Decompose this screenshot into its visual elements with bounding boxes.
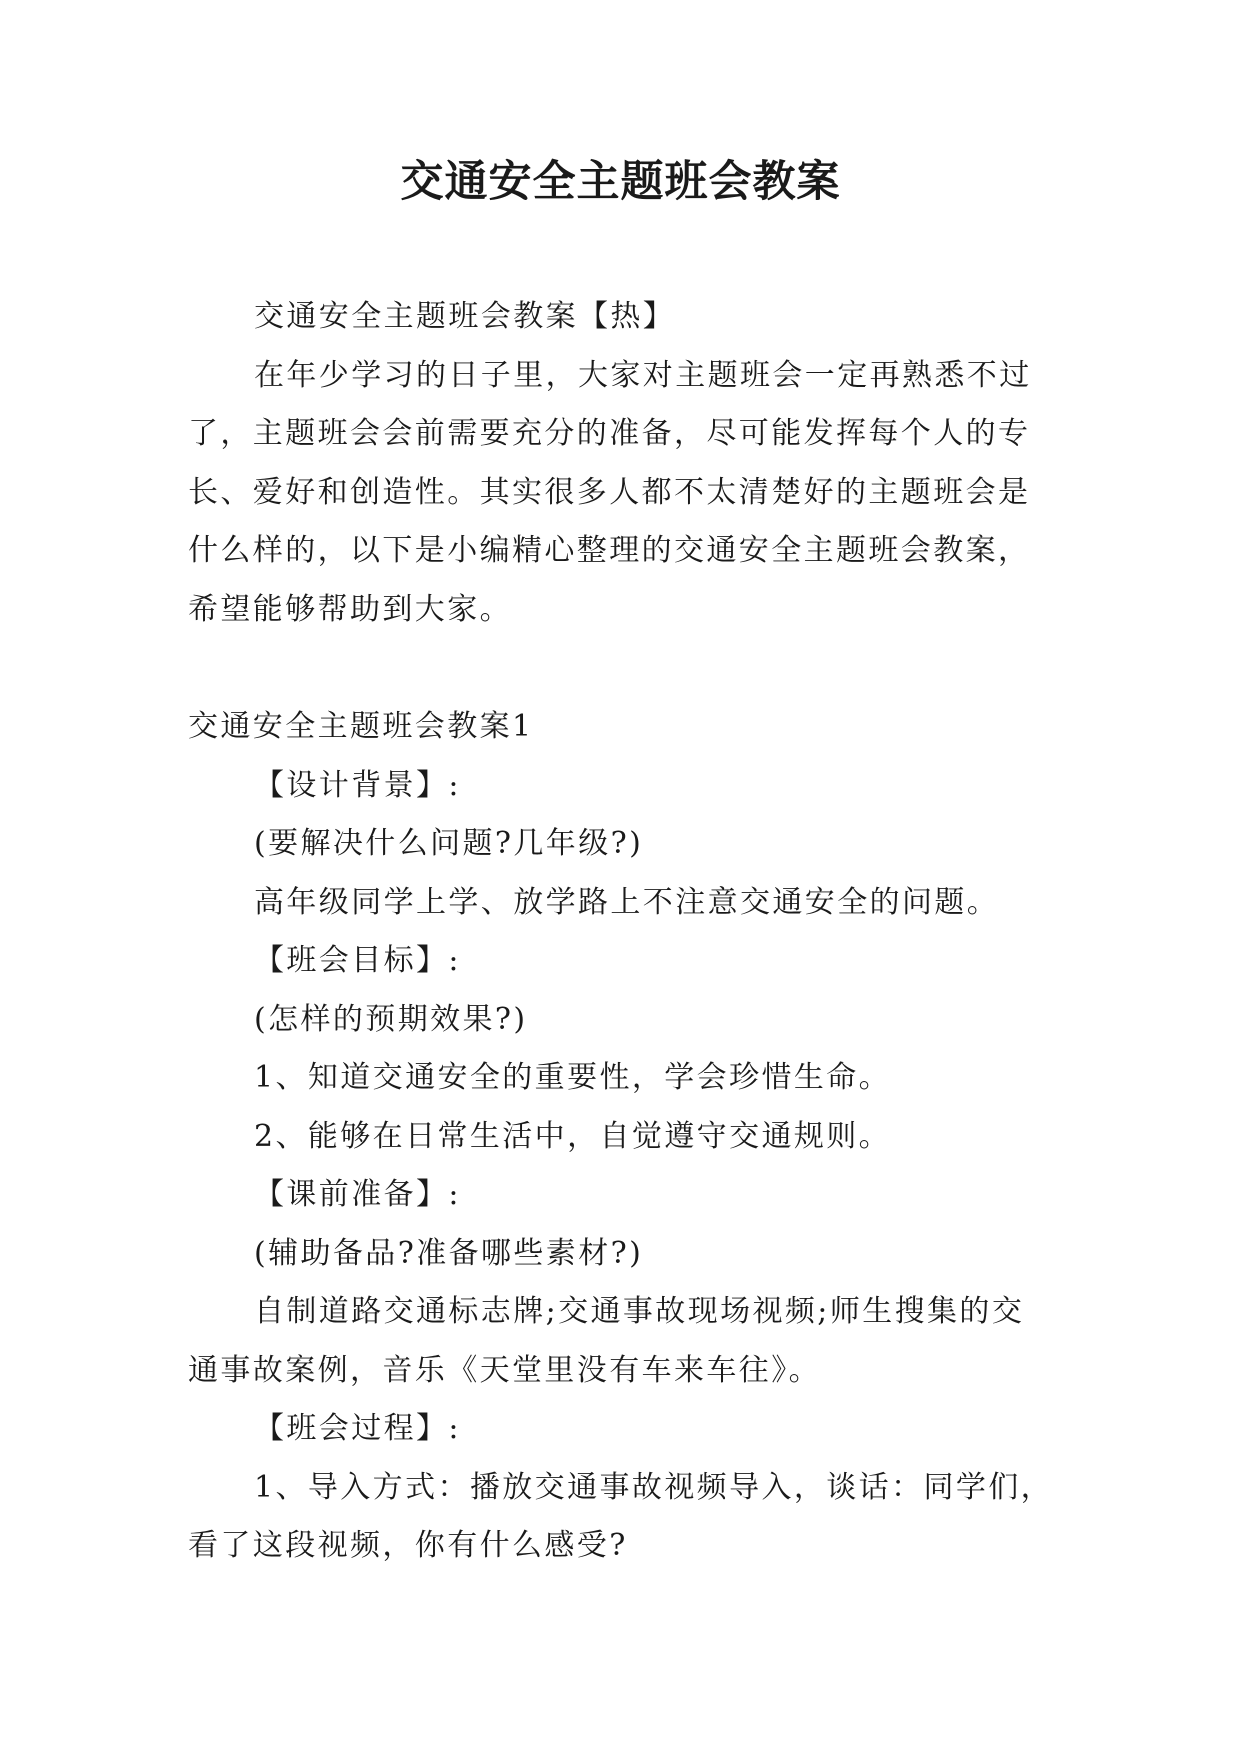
preparation-question: (辅助备品?准备哪些素材?): [254, 1235, 644, 1271]
design-background-question: (要解决什么问题?几年级?): [254, 826, 644, 861]
design-background-text: 高年级同学上学、放学路上不注意交通安全的问题。: [254, 884, 1000, 920]
document-title: 交通安全主题班会教案: [400, 157, 841, 207]
preparation-text: 自制道路交通标志牌;交通事故现场视频;师生搜集的交通事故案例，音乐《天堂里没有车来车往》。: [188, 1294, 1025, 1388]
design-background-heading: 【设计背景】:: [254, 767, 461, 803]
document-body: [188, 288, 1054, 1576]
intro-paragraph: 在年少学习的日子里，大家对主题班会一定再熟悉不过了，主题班会会前需要充分的准备，尽可能发挥每个人的专长、爱好和创造性。其实很多人都不太清楚好的主题班会是什么样的，以下是小编精心整理的交通安全主题班会教案，希望能够帮助到大家。: [188, 357, 1032, 627]
process-step-1: 1、导入方式：播放交通事故视频导入，谈话：同学们，看了这段视频，你有什么感受?: [188, 1469, 1054, 1563]
section-heading: 交通安全主题班会教案1: [188, 709, 534, 744]
goal-item-1: 1、知道交通安全的重要性，学会珍惜生命。: [254, 1060, 892, 1095]
goals-question: (怎样的预期效果?): [254, 1001, 528, 1037]
goals-heading: 【班会目标】:: [254, 943, 461, 978]
subtitle-paragraph: 交通安全主题班会教案【热】: [254, 299, 676, 334]
process-heading: 【班会过程】:: [254, 1411, 461, 1446]
goal-item-2: 2、能够在日常生活中，自觉遵守交通规则。: [254, 1118, 892, 1154]
preparation-heading: 【课前准备】:: [254, 1177, 461, 1212]
